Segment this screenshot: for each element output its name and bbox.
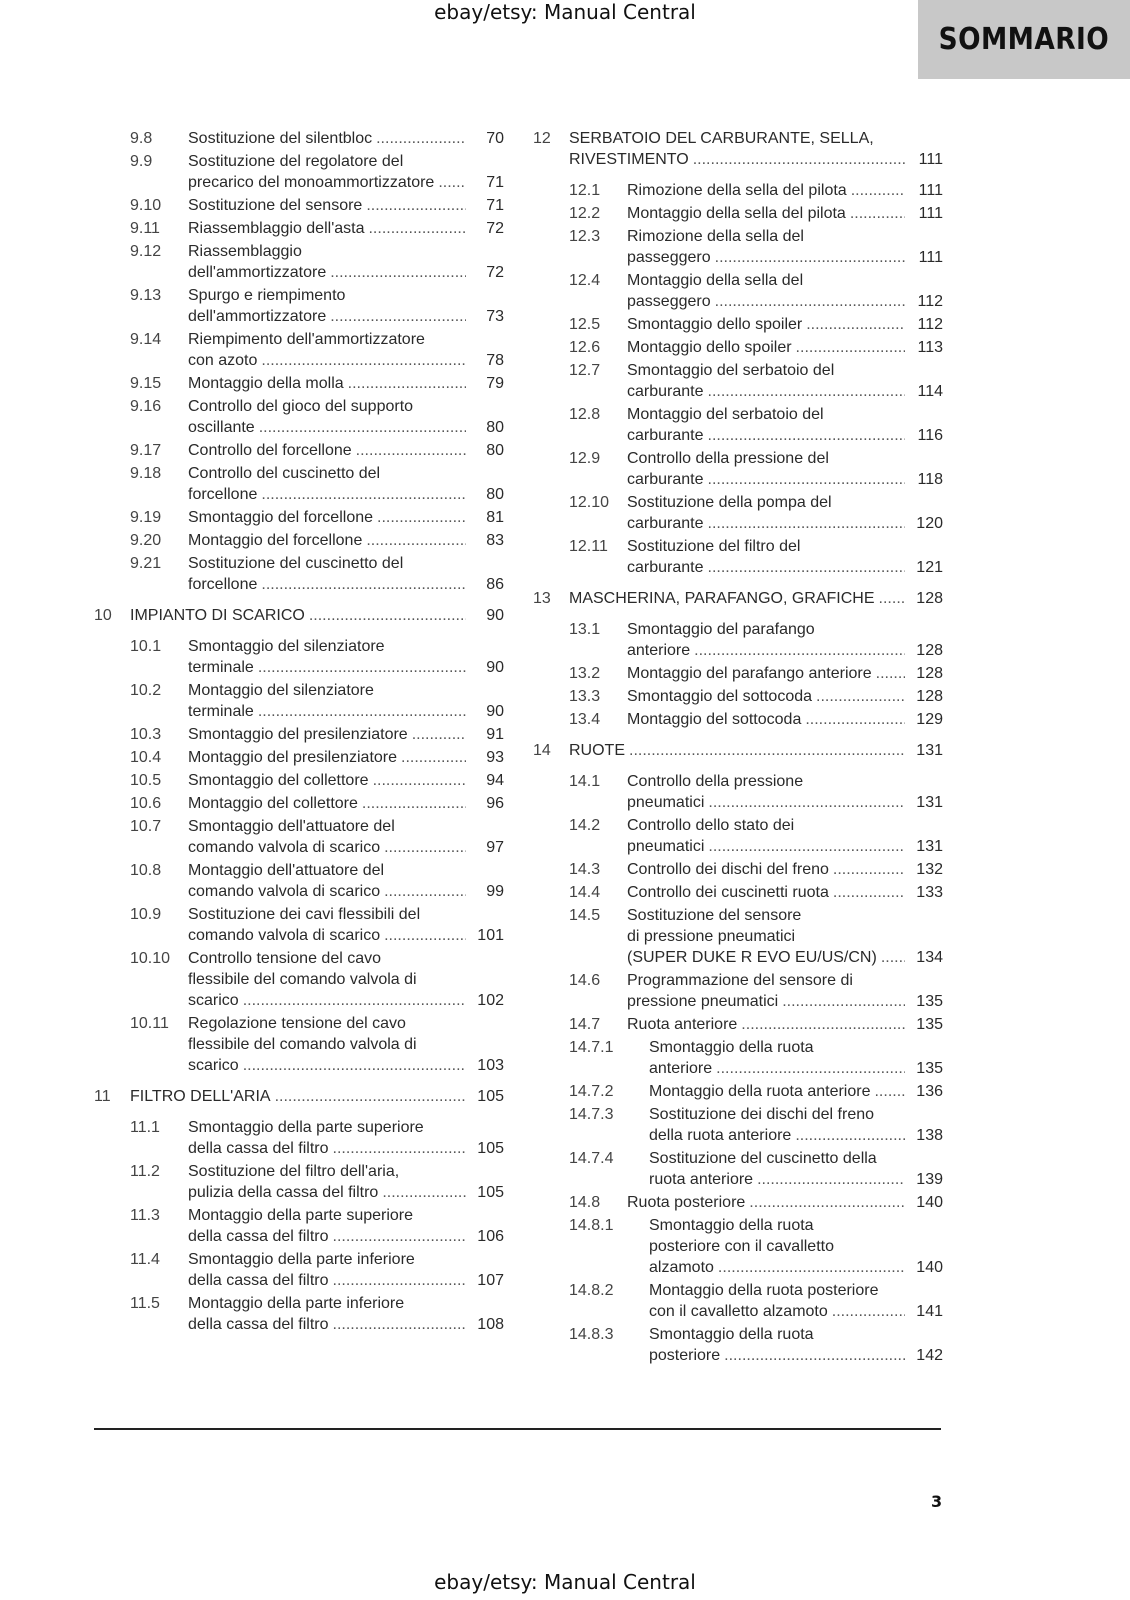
watermark-top: ebay/etsy: Manual Central bbox=[434, 0, 696, 24]
toc-entry-page: 142 bbox=[916, 1347, 943, 1364]
toc-entry-page: 133 bbox=[916, 884, 943, 901]
toc-right-column bbox=[533, 128, 943, 1368]
toc-entry-number: 10.8 bbox=[130, 862, 162, 879]
toc-entry-title: Montaggio del sottocoda ..... bbox=[627, 709, 905, 730]
toc-entry-number: 14 bbox=[533, 742, 551, 759]
section-title: SOMMARIO bbox=[938, 22, 1110, 57]
toc-entry bbox=[94, 1249, 504, 1291]
footer-divider bbox=[94, 1428, 941, 1430]
toc-entry-page: 128 bbox=[916, 590, 943, 607]
toc-entry-page: 121 bbox=[916, 559, 943, 576]
toc-entry bbox=[94, 1205, 504, 1247]
toc-entry-number: 9.21 bbox=[130, 555, 162, 572]
toc-entry-number: 14.8.3 bbox=[569, 1326, 614, 1343]
toc-entry-number: 10.4 bbox=[130, 749, 162, 766]
toc-entry-title: RUOTE ..... bbox=[569, 740, 905, 761]
toc-entry-title: FILTRO DELL'ARIA ..... bbox=[130, 1086, 466, 1107]
toc-entry-page: 129 bbox=[916, 711, 943, 728]
toc-entry-title: Montaggio della parte inferiore della cassa del filtro ..... bbox=[188, 1293, 466, 1335]
toc-entry-page: 102 bbox=[477, 992, 504, 1009]
toc-entry-title: Montaggio dello spoiler ..... bbox=[627, 337, 905, 358]
toc-entry-page: 135 bbox=[916, 1016, 943, 1033]
toc-entry-page: 86 bbox=[486, 576, 504, 593]
toc-entry bbox=[94, 553, 504, 595]
toc-entry-number: 10.7 bbox=[130, 818, 162, 835]
toc-entry-page: 138 bbox=[916, 1127, 943, 1144]
toc-entry bbox=[533, 1215, 943, 1278]
toc-entry-page: 111 bbox=[918, 182, 943, 199]
toc-entry-page: 112 bbox=[917, 293, 943, 310]
toc-entry bbox=[94, 816, 504, 858]
toc-entry-number: 9.14 bbox=[130, 331, 162, 348]
toc-entry-page: 131 bbox=[916, 838, 943, 855]
toc-entry bbox=[94, 218, 504, 239]
toc-entry-number: 12.2 bbox=[569, 205, 601, 222]
toc-entry-number: 14.6 bbox=[569, 972, 601, 989]
toc-chapter bbox=[533, 588, 943, 609]
toc-entry-title: Smontaggio dell'attuatore del comando valvola di scarico ..... bbox=[188, 816, 466, 858]
toc-entry bbox=[94, 241, 504, 283]
toc-entry-number: 14.3 bbox=[569, 861, 601, 878]
toc-entry-number: 10.11 bbox=[130, 1015, 169, 1032]
toc-entry-title: Smontaggio della ruota posteriore ..... bbox=[649, 1324, 905, 1366]
toc-entry-number: 13.4 bbox=[569, 711, 601, 728]
toc-entry-title: Sostituzione del sensore di pressione pneumatici (SUPER DUKE R EVO EU/US/CN) ..... bbox=[627, 905, 905, 968]
toc-entry bbox=[94, 396, 504, 438]
toc-entry bbox=[533, 815, 943, 857]
toc-entry-title: Smontaggio del serbatoio del carburante ..... bbox=[627, 360, 905, 402]
toc-entry bbox=[94, 860, 504, 902]
toc-entry-number: 14.5 bbox=[569, 907, 601, 924]
toc-entry-page: 135 bbox=[916, 993, 943, 1010]
toc-entry-page: 93 bbox=[486, 749, 504, 766]
toc-entry bbox=[94, 680, 504, 722]
toc-entry-title: Montaggio del forcellone ..... bbox=[188, 530, 466, 551]
toc-entry-page: 140 bbox=[916, 1194, 943, 1211]
toc-entry-number: 12.10 bbox=[569, 494, 610, 511]
toc-entry-number: 14.8 bbox=[569, 1194, 601, 1211]
toc-entry bbox=[94, 948, 504, 1011]
toc-entry-title: Controllo del forcellone ..... bbox=[188, 440, 466, 461]
toc-entry-page: 90 bbox=[486, 703, 504, 720]
toc-entry bbox=[533, 492, 943, 534]
toc-entry-page: 80 bbox=[486, 442, 504, 459]
toc-entry bbox=[94, 747, 504, 768]
toc-chapter bbox=[533, 128, 943, 170]
toc-entry-number: 12.8 bbox=[569, 406, 601, 423]
toc-entry-title: Rimozione della sella del pilota ..... bbox=[627, 180, 905, 201]
toc-entry-title: Controllo della pressione pneumatici ..... bbox=[627, 771, 905, 813]
toc-entry-page: 72 bbox=[486, 264, 504, 281]
toc-chapter bbox=[94, 605, 504, 626]
toc-entry-number: 12.7 bbox=[569, 362, 601, 379]
toc-entry-page: 103 bbox=[477, 1057, 504, 1074]
toc-entry-title: Montaggio del collettore ..... bbox=[188, 793, 466, 814]
toc-entry-page: 90 bbox=[486, 607, 504, 624]
toc-entry-number: 9.8 bbox=[130, 130, 153, 147]
toc-entry-page: 78 bbox=[486, 352, 504, 369]
toc-entry-number: 14.4 bbox=[569, 884, 601, 901]
toc-entry-page: 141 bbox=[916, 1303, 943, 1320]
toc-entry-page: 113 bbox=[917, 339, 943, 356]
toc-entry bbox=[533, 709, 943, 730]
toc-entry bbox=[94, 507, 504, 528]
toc-entry bbox=[94, 636, 504, 678]
toc-entry-number: 11.4 bbox=[130, 1251, 160, 1268]
toc-entry-title: Smontaggio del sottocoda ..... bbox=[627, 686, 905, 707]
toc-entry-page: 99 bbox=[486, 883, 504, 900]
toc-entry-page: 79 bbox=[486, 375, 504, 392]
toc-entry-number: 14.7.3 bbox=[569, 1106, 614, 1123]
toc-entry bbox=[533, 180, 943, 201]
toc-entry-title: Montaggio della parte superiore della cassa del filtro ..... bbox=[188, 1205, 466, 1247]
toc-entry-number: 12.9 bbox=[569, 450, 601, 467]
toc-entry-title: Montaggio del serbatoio del carburante ..... bbox=[627, 404, 905, 446]
toc-entry-title: Montaggio del parafango anteriore ..... bbox=[627, 663, 905, 684]
toc-entry bbox=[94, 1013, 504, 1076]
toc-entry bbox=[533, 270, 943, 312]
toc-entry-page: 120 bbox=[916, 515, 943, 532]
toc-entry-number: 9.10 bbox=[130, 197, 162, 214]
toc-entry bbox=[94, 463, 504, 505]
toc-entry bbox=[533, 1280, 943, 1322]
toc-entry-page: 70 bbox=[486, 130, 504, 147]
toc-entry-page: 131 bbox=[916, 742, 943, 759]
toc-entry-title: Montaggio della sella del passeggero ..... bbox=[627, 270, 905, 312]
toc-entry-page: 105 bbox=[477, 1088, 504, 1105]
toc-entry bbox=[533, 1148, 943, 1190]
toc-entry-page: 134 bbox=[916, 949, 943, 966]
toc-entry-title: Smontaggio della parte superiore della cassa del filtro ..... bbox=[188, 1117, 466, 1159]
toc-entry-page: 116 bbox=[917, 427, 943, 444]
toc-entry-title: Sostituzione del filtro del carburante ..... bbox=[627, 536, 905, 578]
toc-entry-page: 80 bbox=[486, 419, 504, 436]
toc-entry-number: 12.11 bbox=[569, 538, 608, 555]
toc-entry-number: 12 bbox=[533, 130, 551, 147]
toc-entry-page: 105 bbox=[477, 1184, 504, 1201]
toc-entry bbox=[533, 314, 943, 335]
toc-entry-number: 11.5 bbox=[130, 1295, 160, 1312]
toc-entry bbox=[533, 1081, 943, 1102]
toc-entry bbox=[533, 859, 943, 880]
toc-entry bbox=[94, 195, 504, 216]
toc-entry-page: 73 bbox=[486, 308, 504, 325]
toc-entry-page: 91 bbox=[486, 726, 504, 743]
toc-entry-page: 71 bbox=[486, 197, 504, 214]
toc-entry-page: 106 bbox=[477, 1228, 504, 1245]
toc-entry-number: 14.7 bbox=[569, 1016, 601, 1033]
toc-entry-title: Controllo del cuscinetto del forcellone ..... bbox=[188, 463, 466, 505]
toc-chapter bbox=[94, 1086, 504, 1107]
toc-entry-number: 11.2 bbox=[130, 1163, 160, 1180]
toc-entry bbox=[94, 724, 504, 745]
page-number: 3 bbox=[931, 1492, 943, 1511]
toc-entry-title: Smontaggio del parafango anteriore ..... bbox=[627, 619, 905, 661]
watermark-bottom: ebay/etsy: Manual Central bbox=[434, 1570, 696, 1594]
toc-entry-number: 13.3 bbox=[569, 688, 601, 705]
toc-entry-title: Smontaggio della parte inferiore della cassa del filtro ..... bbox=[188, 1249, 466, 1291]
toc-entry-title: Montaggio della ruota posteriore con il cavalletto alzamoto ..... bbox=[649, 1280, 905, 1322]
toc-entry bbox=[533, 1014, 943, 1035]
toc-entry-title: Riassemblaggio dell'ammortizzatore ..... bbox=[188, 241, 466, 283]
toc-entry-page: 136 bbox=[916, 1083, 943, 1100]
toc-entry-number: 9.12 bbox=[130, 243, 162, 260]
toc-entry-page: 81 bbox=[486, 509, 504, 526]
toc-entry-page: 111 bbox=[918, 205, 943, 222]
toc-entry-number: 10.9 bbox=[130, 906, 162, 923]
toc-entry-title: Montaggio della ruota anteriore ..... bbox=[649, 1081, 905, 1102]
toc-entry-number: 13 bbox=[533, 590, 551, 607]
toc-entry-title: Controllo dei dischi del freno ..... bbox=[627, 859, 905, 880]
toc-entry-page: 71 bbox=[486, 174, 504, 191]
toc-entry bbox=[94, 1161, 504, 1203]
toc-entry-title: Montaggio dell'attuatore del comando valvola di scarico ..... bbox=[188, 860, 466, 902]
toc-entry-number: 9.19 bbox=[130, 509, 162, 526]
toc-entry-page: 135 bbox=[916, 1060, 943, 1077]
toc-entry bbox=[94, 128, 504, 149]
toc-entry-title: Ruota anteriore ..... bbox=[627, 1014, 905, 1035]
toc-entry bbox=[533, 686, 943, 707]
toc-entry-title: Sostituzione del cuscinetto della ruota anteriore ..... bbox=[649, 1148, 905, 1190]
toc-entry-page: 108 bbox=[477, 1316, 504, 1333]
toc-entry-title: SERBATOIO DEL CARBURANTE, SELLA, RIVESTIMENTO ..... bbox=[569, 128, 905, 170]
toc-entry-page: 97 bbox=[486, 839, 504, 856]
toc-entry-page: 96 bbox=[486, 795, 504, 812]
toc-entry-number: 11.1 bbox=[130, 1119, 160, 1136]
section-header bbox=[918, 0, 1130, 79]
toc-entry-page: 111 bbox=[918, 249, 943, 266]
toc-entry-number: 10.5 bbox=[130, 772, 162, 789]
toc-entry-title: Spurgo e riempimento dell'ammortizzatore ..... bbox=[188, 285, 466, 327]
toc-left-column bbox=[94, 128, 504, 1337]
toc-entry-page: 128 bbox=[916, 665, 943, 682]
toc-entry-number: 13.2 bbox=[569, 665, 601, 682]
toc-entry-number: 10.2 bbox=[130, 682, 162, 699]
toc-entry-page: 140 bbox=[916, 1259, 943, 1276]
toc-entry-title: Smontaggio del silenziatore terminale ..... bbox=[188, 636, 466, 678]
toc-entry-page: 90 bbox=[486, 659, 504, 676]
toc-entry-number: 9.11 bbox=[130, 220, 160, 237]
toc-entry-number: 12.6 bbox=[569, 339, 601, 356]
toc-entry-number: 14.8.2 bbox=[569, 1282, 614, 1299]
toc-entry bbox=[94, 530, 504, 551]
toc-entry-number: 9.20 bbox=[130, 532, 162, 549]
toc-entry-title: Montaggio della sella del pilota ..... bbox=[627, 203, 905, 224]
toc-entry bbox=[94, 1293, 504, 1335]
toc-chapter bbox=[533, 740, 943, 761]
toc-entry bbox=[533, 203, 943, 224]
toc-entry-title: Controllo dello stato dei pneumatici ..... bbox=[627, 815, 905, 857]
toc-entry-title: Montaggio della molla ..... bbox=[188, 373, 466, 394]
toc-entry bbox=[94, 151, 504, 193]
toc-entry bbox=[533, 663, 943, 684]
toc-entry bbox=[94, 329, 504, 371]
toc-entry bbox=[533, 970, 943, 1012]
toc-entry-number: 12.1 bbox=[569, 182, 601, 199]
toc-entry-number: 11 bbox=[94, 1088, 111, 1105]
toc-entry bbox=[94, 1117, 504, 1159]
toc-entry-title: Smontaggio della ruota posteriore con il cavalletto alzamoto ..... bbox=[649, 1215, 905, 1278]
toc-entry-title: Smontaggio del presilenziatore ..... bbox=[188, 724, 466, 745]
toc-entry-number: 10.3 bbox=[130, 726, 162, 743]
toc-entry-page: 107 bbox=[477, 1272, 504, 1289]
toc-entry-number: 10.6 bbox=[130, 795, 162, 812]
toc-entry-page: 118 bbox=[917, 471, 943, 488]
toc-entry-number: 14.8.1 bbox=[569, 1217, 614, 1234]
toc-entry-page: 128 bbox=[916, 642, 943, 659]
toc-entry-title: Rimozione della sella del passeggero ..... bbox=[627, 226, 905, 268]
toc-entry-page: 139 bbox=[916, 1171, 943, 1188]
toc-entry-number: 12.3 bbox=[569, 228, 601, 245]
toc-entry-page: 72 bbox=[486, 220, 504, 237]
toc-entry-number: 11.3 bbox=[130, 1207, 160, 1224]
toc-entry bbox=[533, 536, 943, 578]
toc-entry-page: 94 bbox=[486, 772, 504, 789]
toc-entry-number: 10 bbox=[94, 607, 112, 624]
toc-entry-title: Smontaggio del forcellone ..... bbox=[188, 507, 466, 528]
toc-entry-number: 14.7.4 bbox=[569, 1150, 614, 1167]
toc-entry-title: Smontaggio della ruota anteriore ..... bbox=[649, 1037, 905, 1079]
toc-entry-number: 14.7.2 bbox=[569, 1083, 614, 1100]
toc-entry-title: Riassemblaggio dell'asta ..... bbox=[188, 218, 466, 239]
toc-entry bbox=[533, 882, 943, 903]
toc-entry bbox=[533, 337, 943, 358]
toc-entry-title: Controllo dei cuscinetti ruota ..... bbox=[627, 882, 905, 903]
toc-entry bbox=[533, 1192, 943, 1213]
toc-entry bbox=[533, 1324, 943, 1366]
toc-entry-title: Regolazione tensione del cavo flessibile del comando valvola di scarico ..... bbox=[188, 1013, 466, 1076]
toc-entry-title: Controllo della pressione del carburante ..... bbox=[627, 448, 905, 490]
toc-entry bbox=[533, 1037, 943, 1079]
toc-entry-number: 13.1 bbox=[569, 621, 601, 638]
toc-entry bbox=[94, 373, 504, 394]
toc-entry bbox=[94, 904, 504, 946]
toc-entry-page: 80 bbox=[486, 486, 504, 503]
toc-entry-number: 14.1 bbox=[569, 773, 601, 790]
toc-entry-title: Sostituzione dei dischi del freno della ruota anteriore ..... bbox=[649, 1104, 905, 1146]
toc-entry-title: Sostituzione del cuscinetto del forcellone ..... bbox=[188, 553, 466, 595]
toc-entry-page: 128 bbox=[916, 688, 943, 705]
toc-entry bbox=[533, 905, 943, 968]
toc-entry-page: 112 bbox=[917, 316, 943, 333]
toc-entry-page: 111 bbox=[918, 151, 943, 168]
toc-entry-number: 10.10 bbox=[130, 950, 171, 967]
toc-entry-title: Sostituzione del sensore ..... bbox=[188, 195, 466, 216]
toc-entry bbox=[533, 226, 943, 268]
toc-entry bbox=[533, 1104, 943, 1146]
toc-entry-title: Montaggio del silenziatore terminale ..... bbox=[188, 680, 466, 722]
toc-entry-title: Sostituzione del regolatore del precarico del monoammortizzatore ..... bbox=[188, 151, 466, 193]
toc-entry-title: Montaggio del presilenziatore ..... bbox=[188, 747, 466, 768]
toc-entry bbox=[94, 793, 504, 814]
toc-entry-title: Sostituzione dei cavi flessibili del comando valvola di scarico ..... bbox=[188, 904, 466, 946]
toc-entry-title: Sostituzione del silentbloc ..... bbox=[188, 128, 466, 149]
toc-entry-title: Sostituzione della pompa del carburante ..... bbox=[627, 492, 905, 534]
toc-entry-number: 12.5 bbox=[569, 316, 601, 333]
toc-entry-title: Smontaggio dello spoiler ..... bbox=[627, 314, 905, 335]
toc-entry-title: Riempimento dell'ammortizzatore con azoto ..... bbox=[188, 329, 466, 371]
toc-entry bbox=[533, 448, 943, 490]
toc-entry-title: Ruota posteriore ..... bbox=[627, 1192, 905, 1213]
toc-entry-title: MASCHERINA, PARAFANGO, GRAFICHE ..... bbox=[569, 588, 905, 609]
toc-entry-number: 9.9 bbox=[130, 153, 153, 170]
toc-entry-number: 9.18 bbox=[130, 465, 162, 482]
toc-entry-number: 9.15 bbox=[130, 375, 162, 392]
toc-entry-title: Programmazione del sensore di pressione pneumatici ..... bbox=[627, 970, 905, 1012]
toc-entry-title: Smontaggio del collettore ..... bbox=[188, 770, 466, 791]
toc-entry-title: IMPIANTO DI SCARICO ..... bbox=[130, 605, 466, 626]
toc-entry-title: Controllo del gioco del supporto oscillante ..... bbox=[188, 396, 466, 438]
toc-entry-title: Controllo tensione del cavo flessibile del comando valvola di scarico ..... bbox=[188, 948, 466, 1011]
toc-entry bbox=[533, 360, 943, 402]
toc-entry-number: 9.16 bbox=[130, 398, 162, 415]
toc-entry-number: 9.13 bbox=[130, 287, 162, 304]
toc-entry-title: Sostituzione del filtro dell'aria, pulizia della cassa del filtro ..... bbox=[188, 1161, 466, 1203]
toc-entry bbox=[94, 285, 504, 327]
toc-entry-page: 132 bbox=[916, 861, 943, 878]
toc-entry bbox=[533, 404, 943, 446]
toc-entry-number: 14.7.1 bbox=[569, 1039, 614, 1056]
toc-entry bbox=[94, 770, 504, 791]
toc-entry-page: 131 bbox=[916, 794, 943, 811]
toc-entry-page: 105 bbox=[477, 1140, 504, 1157]
toc-entry-number: 14.2 bbox=[569, 817, 601, 834]
toc-entry-number: 10.1 bbox=[130, 638, 162, 655]
toc-entry-number: 12.4 bbox=[569, 272, 601, 289]
toc-entry-page: 114 bbox=[917, 383, 943, 400]
toc-entry bbox=[94, 440, 504, 461]
toc-entry bbox=[533, 619, 943, 661]
toc-entry-number: 9.17 bbox=[130, 442, 162, 459]
toc-entry-page: 101 bbox=[477, 927, 504, 944]
toc-entry bbox=[533, 771, 943, 813]
toc-entry-page: 83 bbox=[486, 532, 504, 549]
